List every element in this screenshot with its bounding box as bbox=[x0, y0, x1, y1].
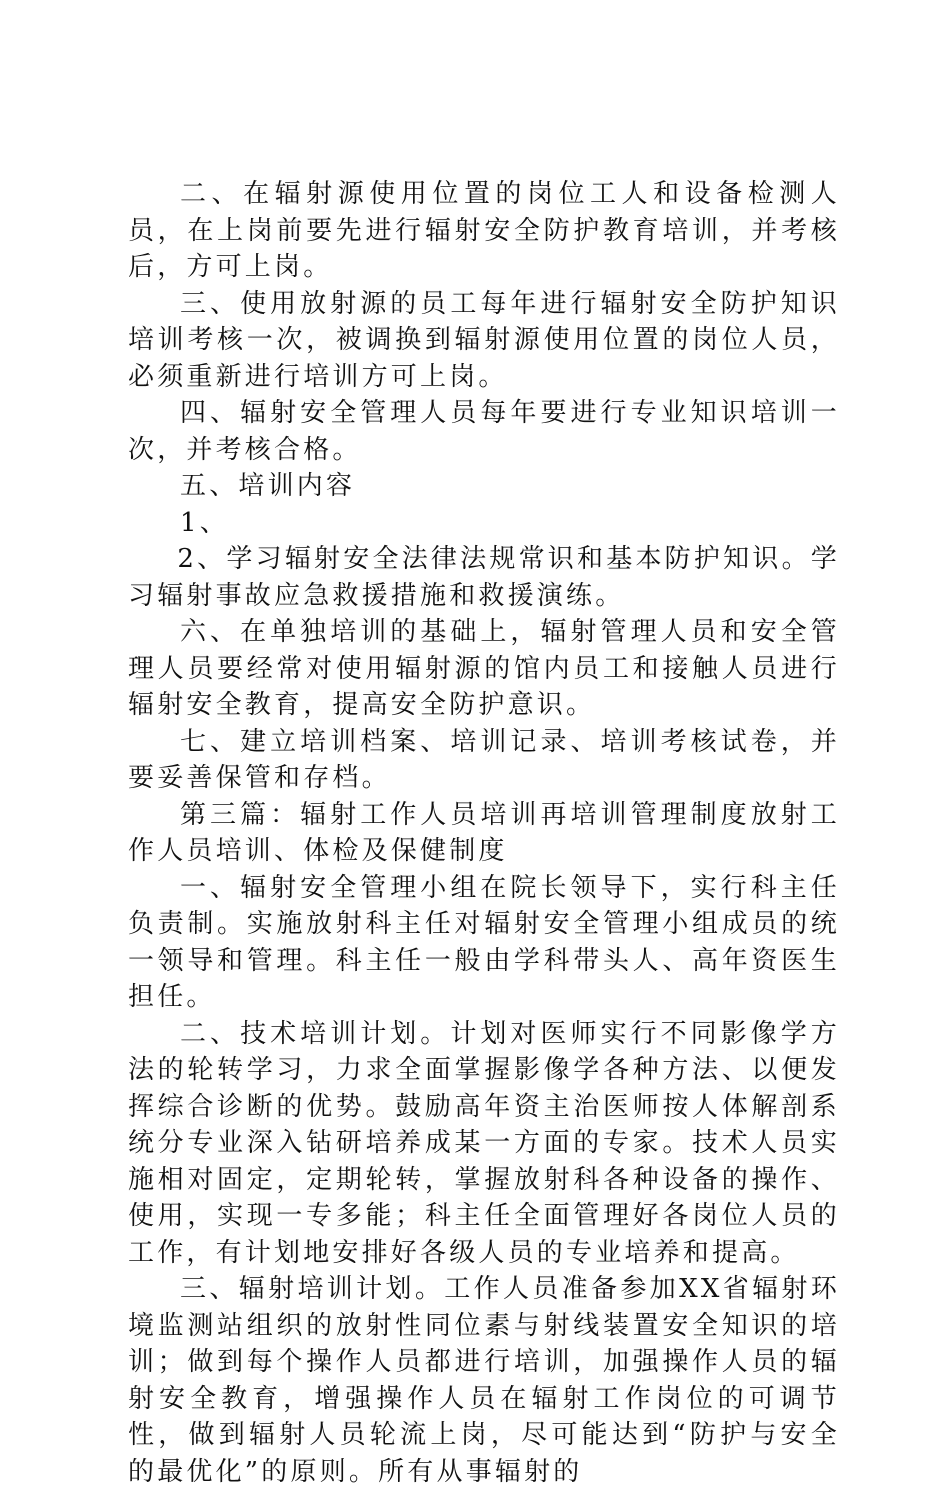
paragraph: 二、在辐射源使用位置的岗位工人和设备检测人员，在上岗前要先进行辐射安全防护教育培训，并考核后，方可上岗。 bbox=[128, 179, 840, 282]
paragraph: 三、使用放射源的员工每年进行辐射安全防护知识培训考核一次，被调换到辐射源使用位置的岗位人员，必须重新进行培训方可上岗。 bbox=[128, 288, 840, 392]
paragraph: 四、辐射安全管理人员每年要进行专业知识培训一次，并考核合格。 bbox=[128, 398, 840, 465]
document-body bbox=[128, 176, 840, 1490]
paragraph: 三、辐射培训计划。工作人员准备参加XX省辐射环境监测站组织的放射性同位素与射线装置安全知识的培训；做到每个操作人员都进行培训，加强操作人员的辐射安全教育，增强操作人员在辐射工作岗位的可调节性，做到辐射人员轮流上岗，尽可能达到“防护与安全的最优化”的原则。所有从事辐射的 bbox=[128, 1274, 840, 1487]
paragraph: 六、在单独培训的基础上，辐射管理人员和安全管理人员要经常对使用辐射源的馆内员工和接触人员进行辐射安全教育，提高安全防护意识。 bbox=[128, 617, 840, 720]
paragraph: 一、辐射安全管理小组在院长领导下，实行科主任负责制。实施放射科主任对辐射安全管理小组成员的统一领导和管理。科主任一般由学科带头人、高年资医生担任。 bbox=[128, 872, 840, 1012]
chapter-title: 第三篇：辐射工作人员培训再培训管理制度放射工作人员培训、体检及保健制度 bbox=[128, 799, 840, 866]
paragraph: 二、技术培训计划。计划对医师实行不同影像学方法的轮转学习，力求全面掌握影像学各种方法、以便发挥综合诊断的优势。鼓励高年资主治医师按人体解剖系统分专业深入钻研培养成某一方面的专家。技术人员实施相对固定，定期轮转，掌握放射科各种设备的操作、使用，实现一专多能；科主任全面管理好各岗位人员的工作，有计划地安排好各级人员的专业培养和提高。 bbox=[128, 1018, 840, 1268]
list-item: 1、 bbox=[180, 507, 229, 538]
list-item: 2、学习辐射安全法律法规常识和基本防护知识。学习辐射事故应急救援措施和救援演练。 bbox=[128, 544, 840, 611]
paragraph: 七、建立培训档案、培训记录、培训考核试卷，并要妥善保管和存档。 bbox=[128, 726, 840, 793]
section-heading: 五、培训内容 bbox=[180, 471, 356, 501]
